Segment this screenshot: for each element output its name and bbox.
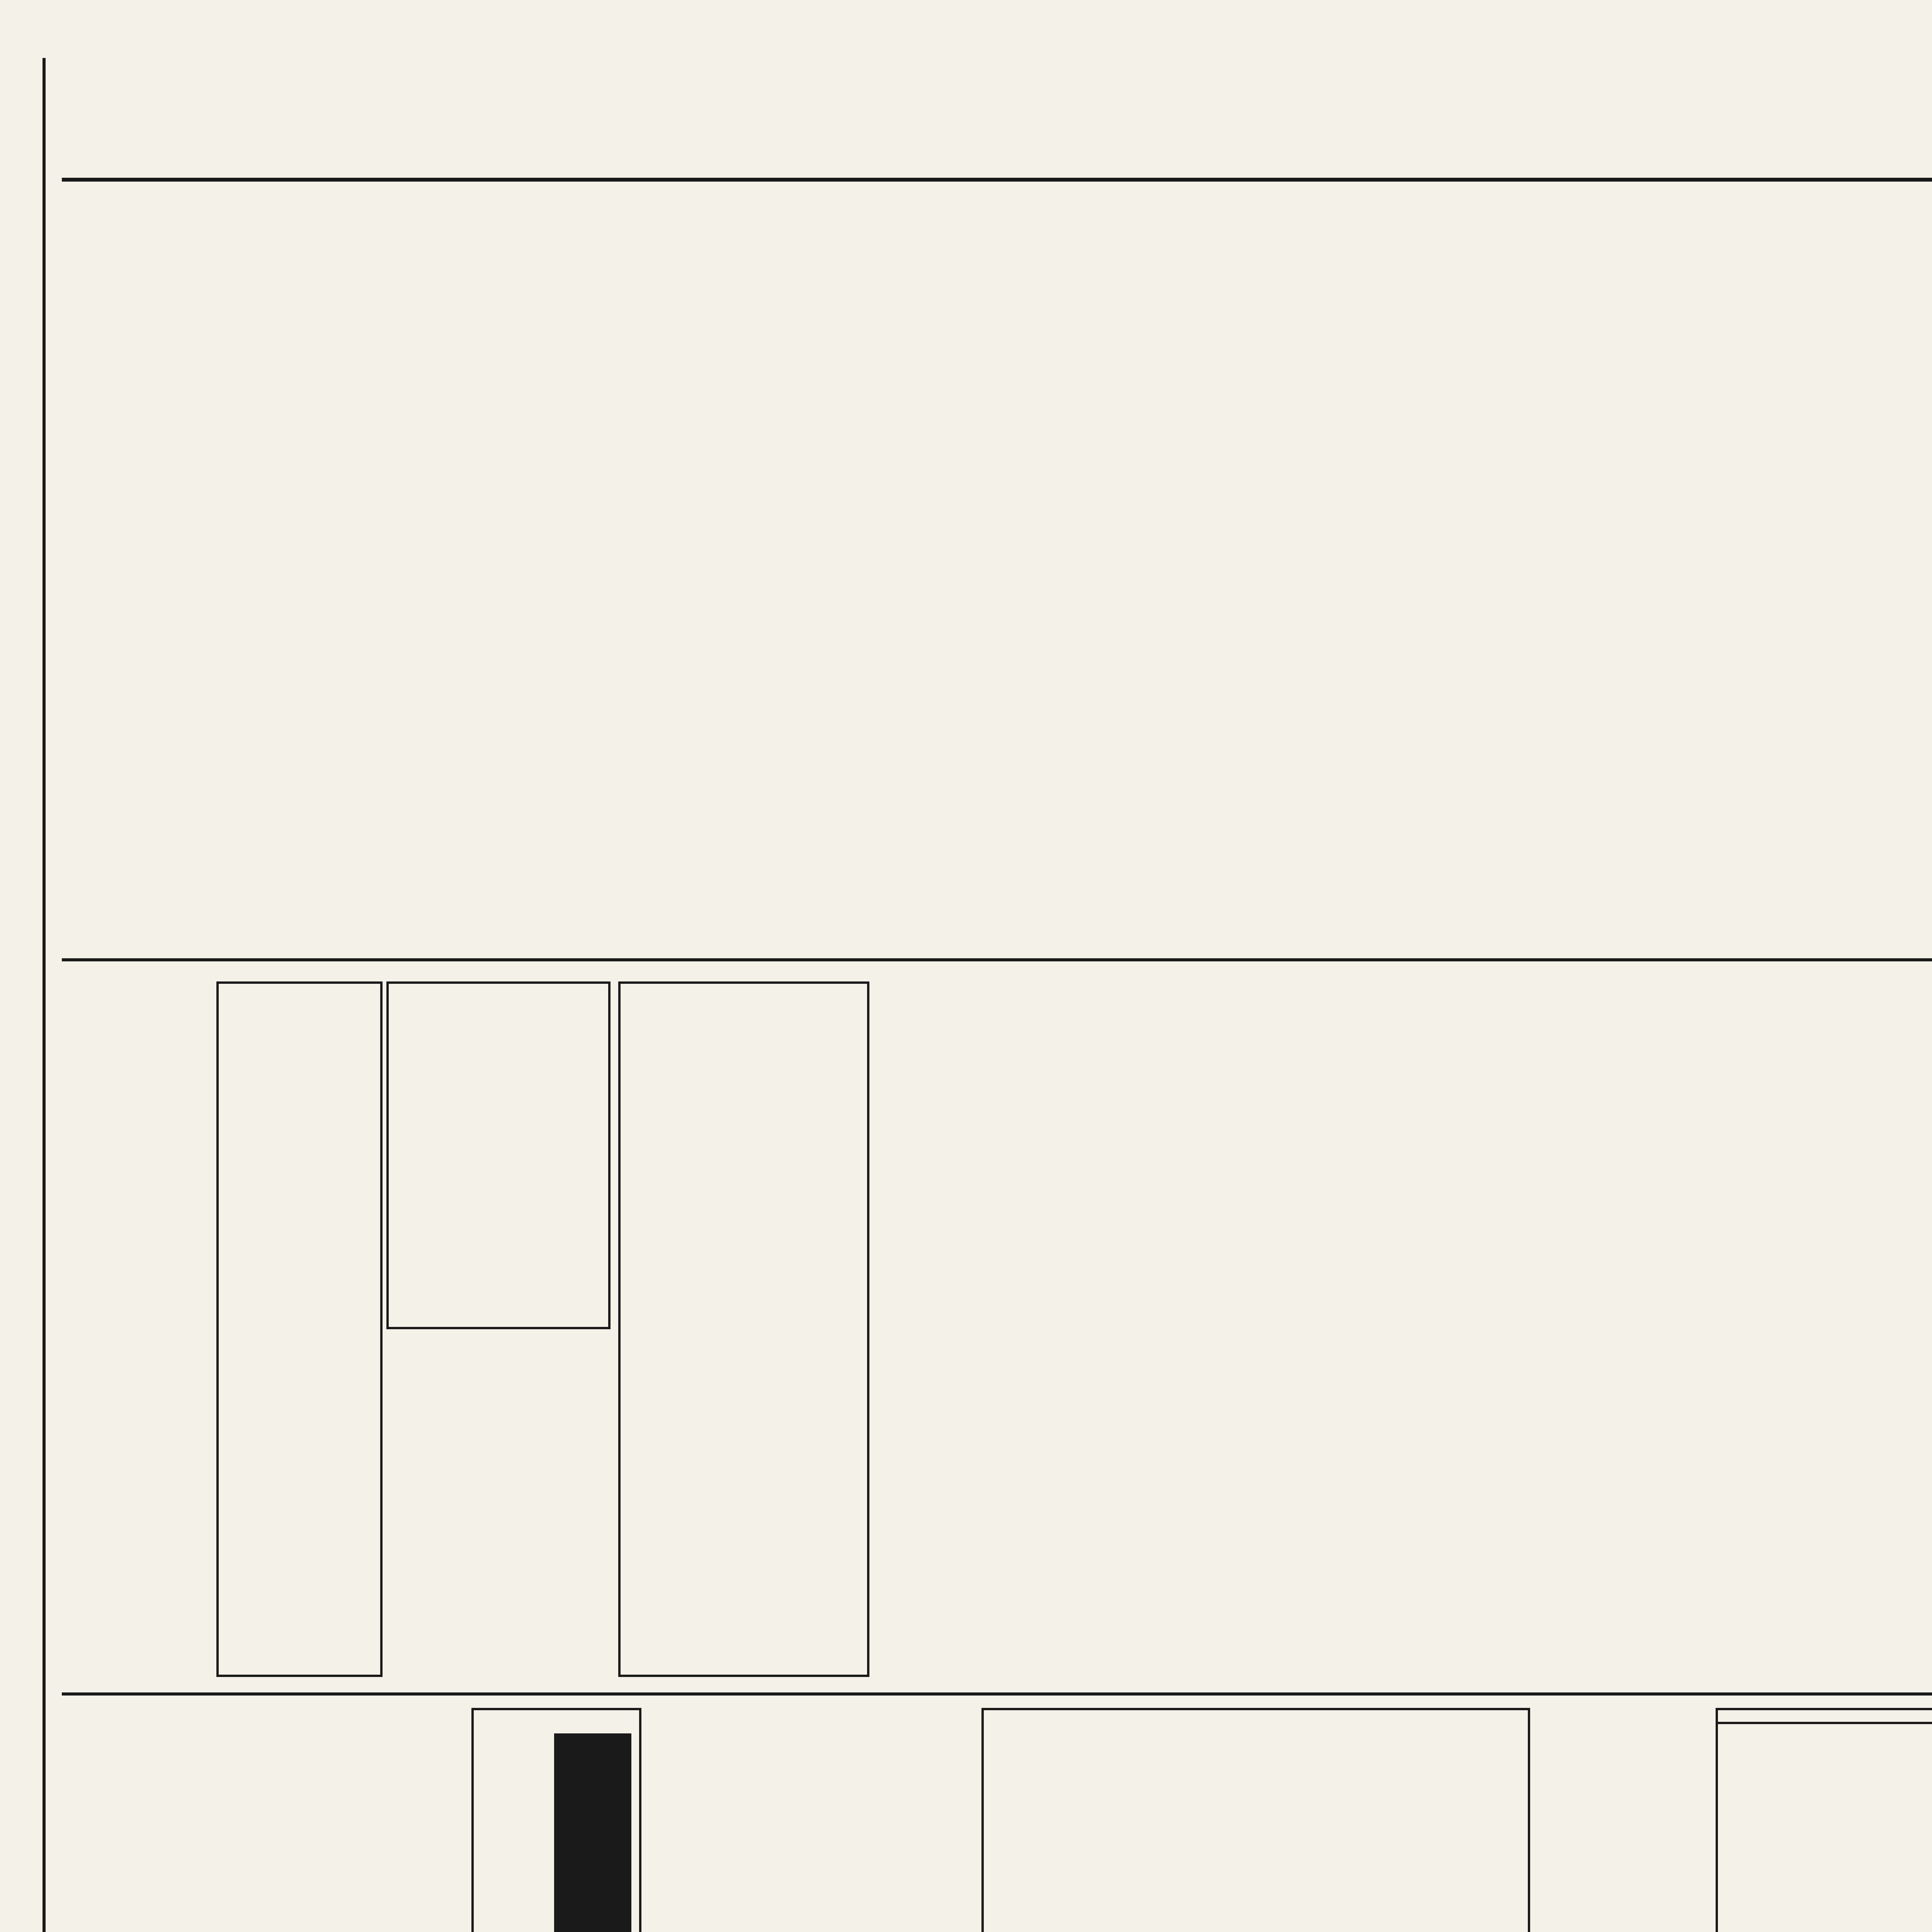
ad-ford-hing-banner xyxy=(554,1733,631,1932)
ad-ford-hing-name xyxy=(516,1733,547,1927)
ad-house xyxy=(618,981,869,1677)
anniversary-subtitle xyxy=(475,201,537,742)
ad-sun-ah-title xyxy=(920,1855,966,1932)
ad-nova-scotia xyxy=(981,1708,1530,1932)
ad-furniture-address xyxy=(226,1030,311,1610)
ad-grocery xyxy=(77,981,213,1677)
news-ship-body xyxy=(1179,989,1457,1685)
ad-accountant-name xyxy=(508,999,562,1328)
ad-house-title xyxy=(798,1007,855,1393)
ad-ford-hing-product-name xyxy=(240,1727,317,1932)
ad-ford-hing-product xyxy=(70,1708,464,1932)
ad-accountant xyxy=(386,981,611,1329)
ad-furniture-title xyxy=(318,1030,372,1610)
ad-ford-hing-address xyxy=(481,1733,512,1932)
ad-grocery-address xyxy=(81,1329,120,1638)
anniversary-body xyxy=(100,201,468,935)
ad-nova-scotia-branch xyxy=(999,1911,1069,1932)
ad-nova-scotia-body xyxy=(1080,1911,1517,1932)
ad-furniture xyxy=(216,981,383,1677)
editorial-body-lower xyxy=(657,193,1932,367)
top-section-rule xyxy=(62,958,1932,961)
ad-pine xyxy=(1538,1708,1708,1932)
anniversary-title xyxy=(541,201,603,665)
ad-house-owner xyxy=(740,1216,774,1602)
ad-accountant-address xyxy=(396,999,505,1328)
left-column-rule xyxy=(43,58,46,1932)
editorial-body xyxy=(657,386,1932,947)
news-food-title xyxy=(1082,1082,1148,1584)
ad-accountant-tel xyxy=(570,1061,600,1254)
masthead-rule xyxy=(62,178,1932,182)
second-row-rule xyxy=(62,1692,1932,1696)
ad-sun-ah-body xyxy=(657,1855,912,1932)
ad-pine-body xyxy=(1542,1716,1642,1932)
ad-bank-toronto-english xyxy=(1718,1718,1932,1724)
ad-grocery-title xyxy=(155,1012,209,1592)
ad-ford-hing-signature xyxy=(85,1862,131,1932)
ad-house-city xyxy=(701,1216,736,1602)
news-ship-subtitle xyxy=(1468,1005,1534,1546)
ad-ford-hing xyxy=(471,1708,641,1932)
ad-bank-toronto-body xyxy=(1733,1787,1932,1932)
ad-bank-toronto xyxy=(1716,1708,1932,1932)
news-food-subtitle xyxy=(1012,1101,1078,1526)
news-fire-body xyxy=(1777,981,1932,1677)
ad-pine-title xyxy=(1646,1716,1704,1932)
ad-sun-ah xyxy=(649,1708,974,1932)
ad-ford-hing-agent xyxy=(386,1727,448,1932)
news-food-body xyxy=(889,985,1005,1681)
news-ship-title xyxy=(1538,989,1604,1414)
masthead xyxy=(62,116,1932,174)
